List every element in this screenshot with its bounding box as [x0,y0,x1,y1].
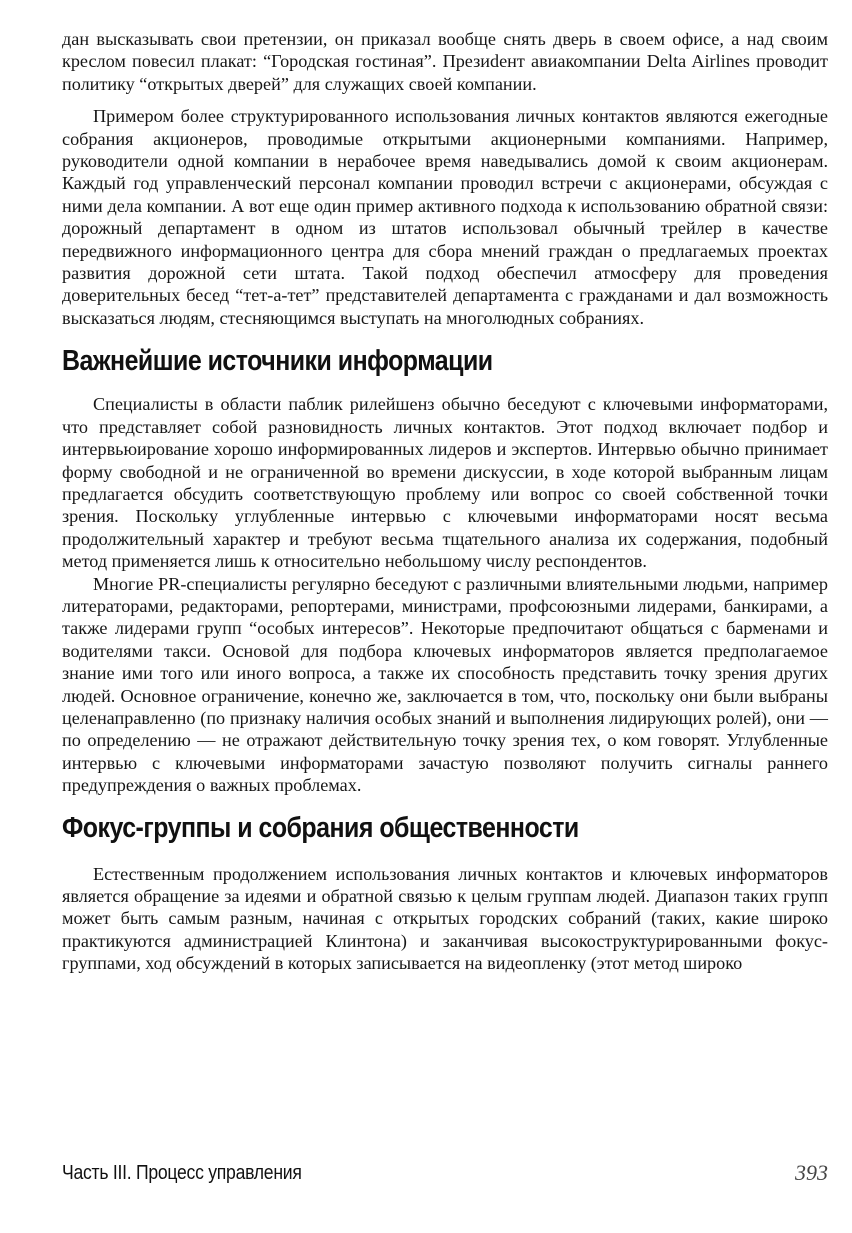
paragraph-key-informants: Специалисты в области паблик рилейшенз обычно беседуют с ключевыми информаторами, что представляет собой разновидность личных контактов. Этот подход включает подбор и интервьюирование хорошо информированных лидеров и экспертов. Интервью обычно принимает форму свободной и не ограниченной во времени дискуссии, в ходе которой выбранным лицам предлагается обсудить соответствующую проблему или вопрос со своей собственной точки зрения. Поскольку углубленные интервью с ключевыми информаторами носят весьма продолжительный характер и требуют весьма тщательного анализа их содержания, подобный метод применяется лишь к относительно небольшому числу респондентов. [62,394,828,572]
page-body [62,28,828,975]
paragraph-pr-specialists: Многие PR-специалисты регулярно беседуют с различными влиятельными людьми, например литераторами, редакторами, репортерами, министрами, профсоюзными лидерами, банкирами, а также лидерами групп “особых интересов”. Некоторые предпочитают общаться с барменами и водителями такси. Основой для подбора ключевых информаторов является предполагаемое знание ими того или иного вопроса, а также их способность представить точку зрения других людей. Основное ограничение, конечно же, заключается в том, что, поскольку они были выбраны целенаправленно (по признаку наличия особых знаний и выполнения лидирующих ролей), они — по определению — не отражают действительную точку зрения тех, о ком говорят. Углубленные интервью с ключевыми информаторами зачастую позволяют получить сигналы раннего предупреждения о важных проблемах. [62,573,828,796]
footer-part-title: Часть III. Процесс управления [62,1162,302,1184]
page-footer [62,1160,828,1188]
section-heading-key-sources: Важнейшие источники информации [62,345,493,378]
page-number: 393 [795,1160,828,1185]
section-heading-focus-groups: Фокус-группы и собрания общественности [62,811,579,844]
intro-paragraph: дан высказывать свои претензии, он приказал вообще снять дверь в своем офисе, а над своим креслом повесил плакат: “Городская гостиная”. Презиdент авиакомпании Delta Airlines проводит политику “открытых дверей” для служащих своей компании. [62,29,828,94]
paragraph-focus-groups: Естественным продолжением использования личных контактов и ключевых информаторов является обращение за идеями и обратной связью к целым группам людей. Диапазон таких групп может быть самым разным, начиная с открытых городских собраний (таких, какие широко практикуются администрацией Клинтона) и заканчивая высокоструктурированными фокус-группами, ход обсуждений в которых записывается на видеопленку (этот метод широко [62,863,828,974]
paragraph-shareholder-meetings: Примером более структурированного использования личных контактов являются ежегодные собрания акционеров, проводимые открытыми акционерными компаниями. Например, руководители одной компании в нерабочее время наведывались домой к своим акционерам. Каждый год управленческий персонал компании проводил встречи с акционерами, обсуждая с ними дела компании. А вот еще один пример активного подхода к использованию обратной связи: дорожный департамент в одном из штатов использовал обычный трейлер в качестве передвижного информационного центра для сбора мнений граждан о предлагаемых проектах развития дорожной сети штата. Такой подход обеспечил атмосферу для проведения доверительных бесед “тет-а-тет” представителей департамента с гражданами и дал возможность высказаться людям, стесняющимся выступать на многолюдных собраниях. [62,106,828,328]
